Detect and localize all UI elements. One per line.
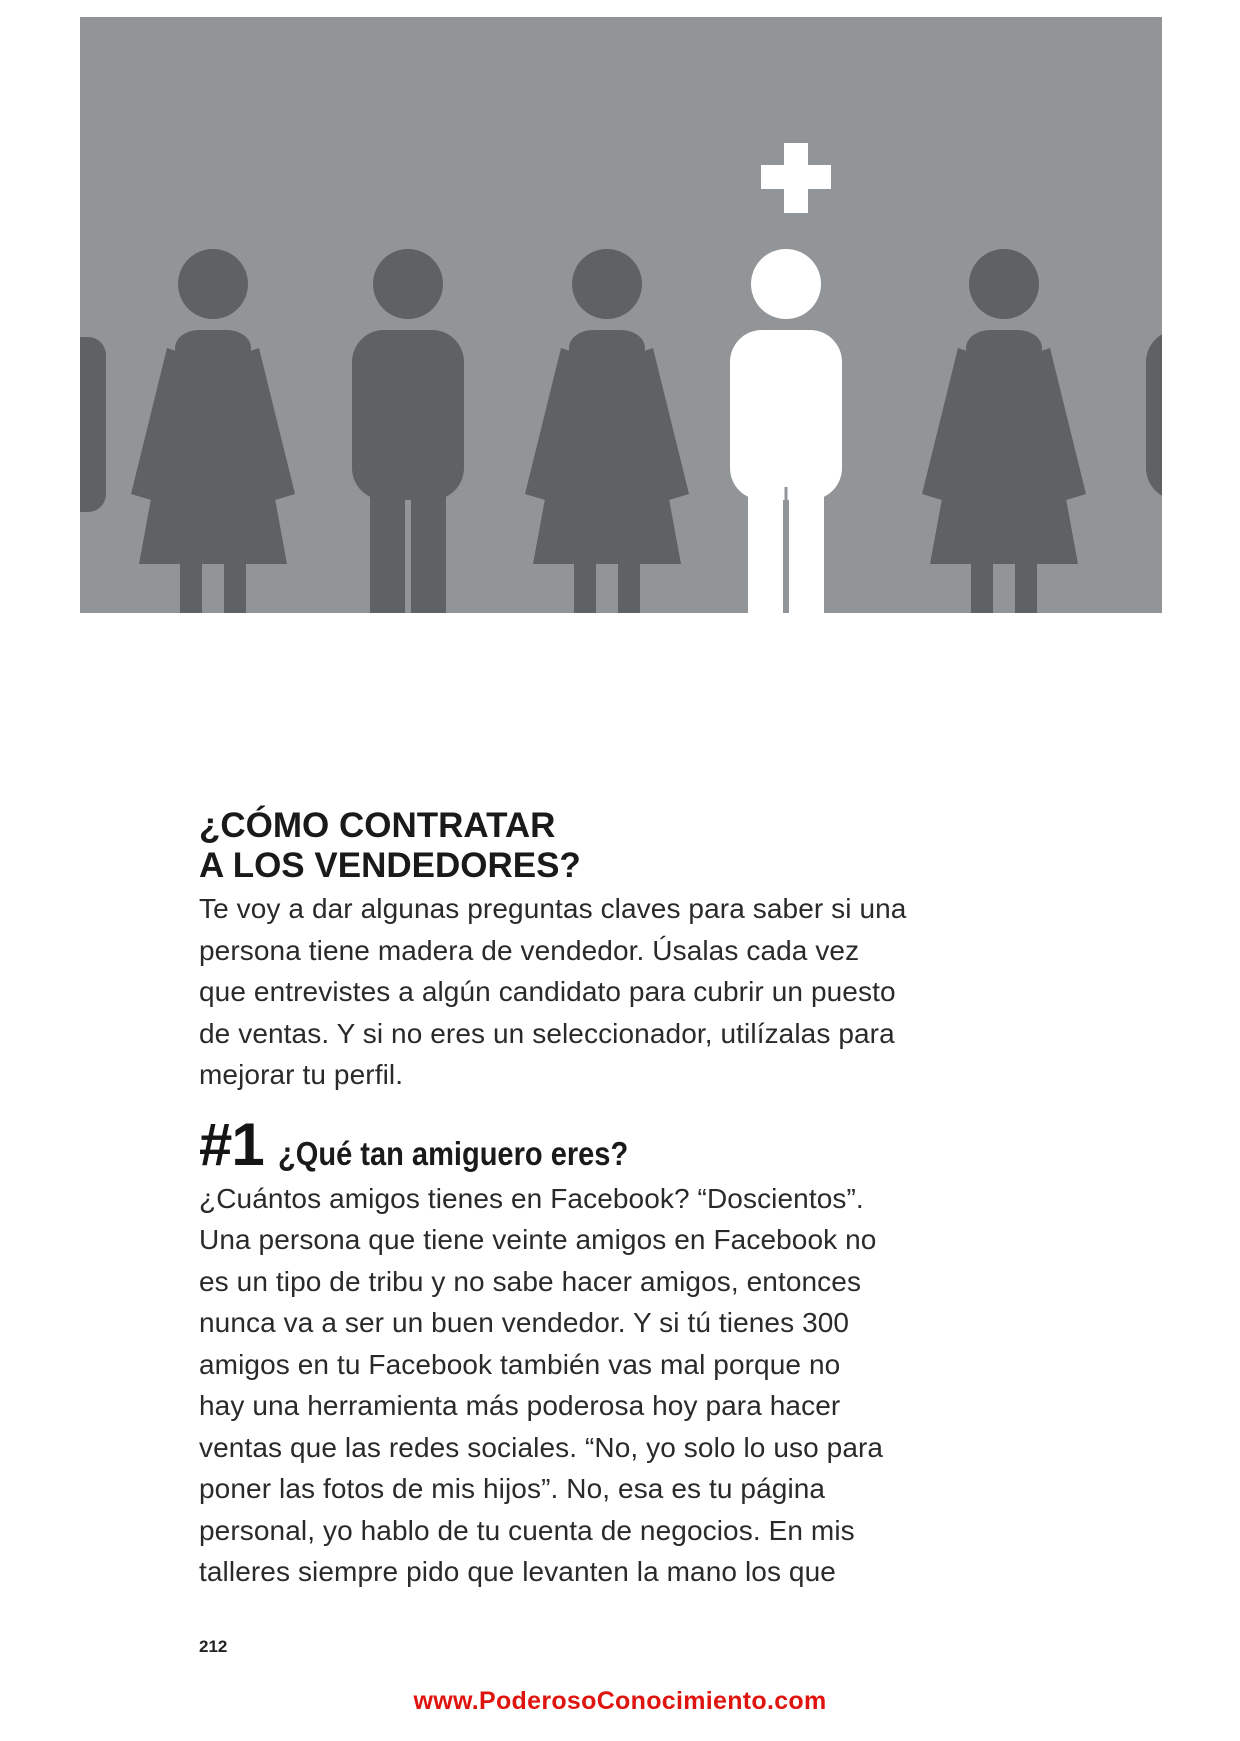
text-line: nunca va a ser un buen vendedor. Y si tú tienes 300: [199, 1307, 850, 1338]
man-figure-icon: [1146, 249, 1162, 613]
woman-figure-icon: [922, 249, 1086, 613]
text-line: poner las fotos de mis hijos”. No, esa es tu página: [199, 1473, 826, 1504]
partial-figure-left: [80, 337, 106, 512]
woman-figure-icon: [525, 249, 689, 613]
main-content: [199, 806, 1039, 1593]
highlighted-man-figure-icon: [730, 249, 842, 613]
text-line: hay una herramienta más poderosa hoy para hacer: [199, 1390, 841, 1421]
section-title-line: ¿CÓMO CONTRATAR: [199, 806, 556, 845]
text-line: Una persona que tiene veinte amigos en Facebook no: [199, 1224, 877, 1255]
woman-figure-icon: [131, 249, 295, 613]
question-text: ¿Qué tan amiguero eres?: [277, 1134, 628, 1172]
intro-paragraph: [199, 888, 1039, 1096]
text-line: persona tiene madera de vendedor. Úsalas cada vez: [199, 934, 860, 966]
text-line: ¿Cuántos amigos tienes en Facebook? “Doscientos”.: [199, 1182, 864, 1214]
section-title-line: A LOS VENDEDORES?: [199, 846, 581, 885]
text-line: que entrevistes a algún candidato para cubrir un puesto: [199, 976, 896, 1007]
text-line: talleres siempre pido que levanten la mano los que: [199, 1556, 836, 1587]
page-number: 212: [199, 1637, 228, 1656]
people-illustration: [80, 17, 1162, 613]
text-line: mejorar tu perfil.: [199, 1059, 404, 1090]
question-heading: [199, 1112, 1039, 1178]
text-line: Te voy a dar algunas preguntas claves para saber si una: [199, 893, 907, 924]
answer-paragraph: [199, 1178, 1039, 1593]
text-line: ventas que las redes sociales. “No, yo solo lo uso para: [199, 1431, 884, 1463]
text-line: es un tipo de tribu y no sabe hacer amigos, entonces: [199, 1265, 862, 1297]
question-number: #1: [199, 1110, 264, 1178]
section-title: [199, 806, 1039, 886]
header-illustration: [80, 17, 1162, 613]
man-figure-icon: [352, 249, 464, 613]
text-line: amigos en tu Facebook también vas mal porque no: [199, 1348, 841, 1380]
footer-url[interactable]: www.PoderosoConocimiento.com: [413, 1687, 827, 1715]
text-line: personal, yo hablo de tu cuenta de negocios. En mis: [199, 1514, 855, 1546]
text-line: de ventas. Y si no eres un seleccionador, utilízalas para: [199, 1017, 895, 1049]
cross-icon: [761, 143, 831, 213]
